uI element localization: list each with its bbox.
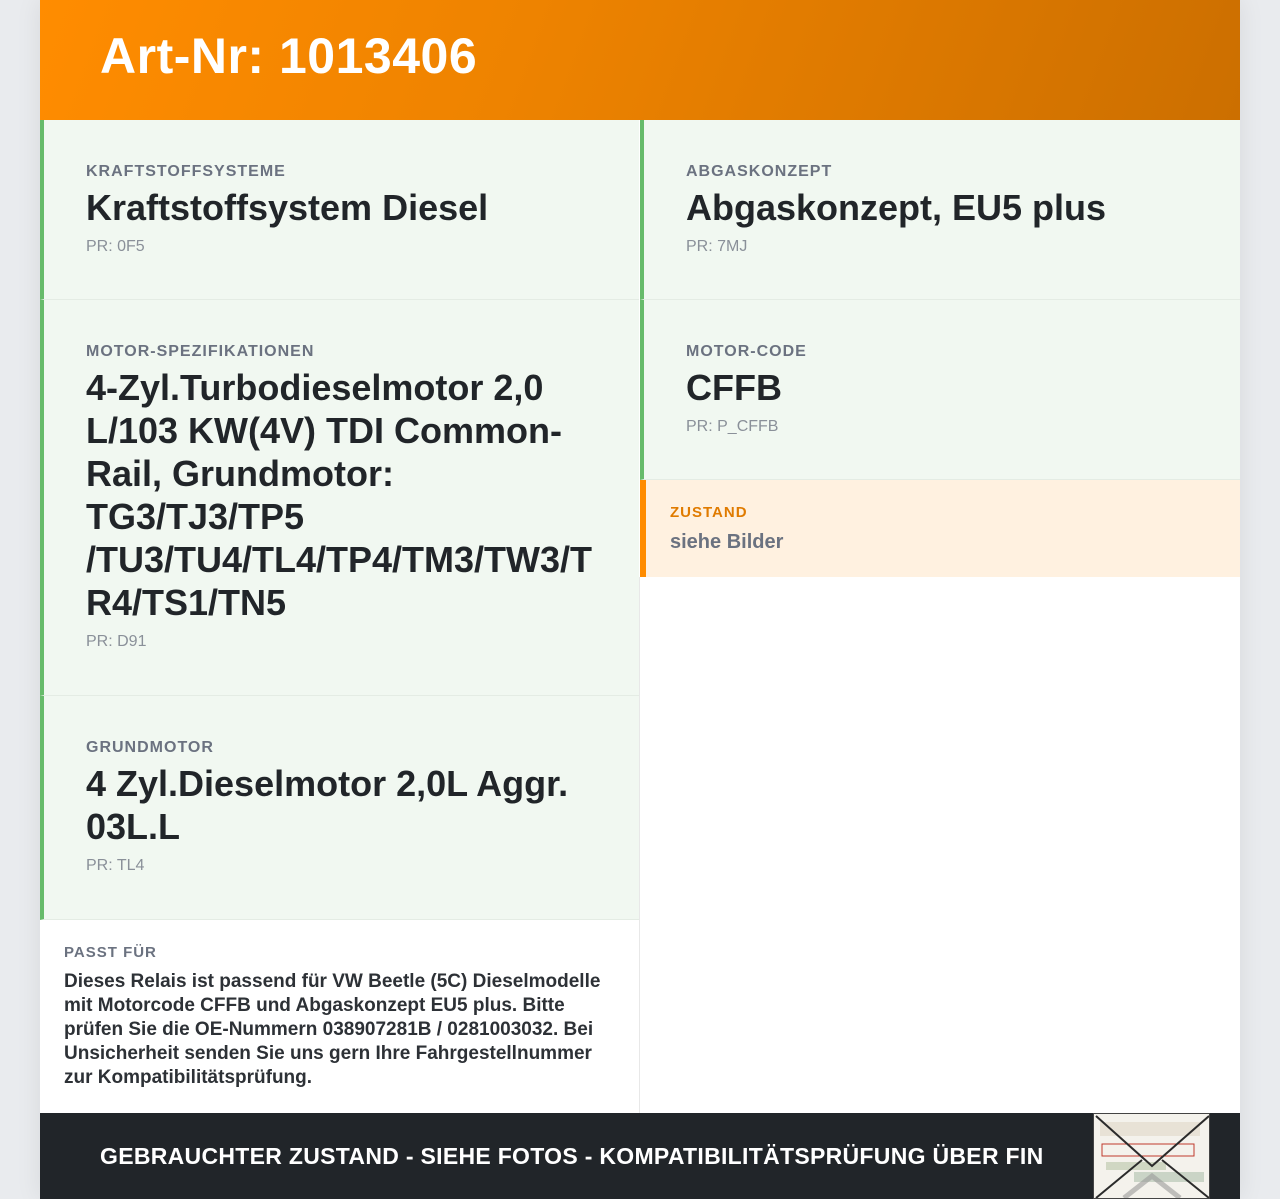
card-pr-code: PR: TL4 xyxy=(86,857,145,874)
card-label: MOTOR-CODE xyxy=(686,343,807,360)
envelope-graphic xyxy=(1094,1114,1210,1199)
card-base-motor xyxy=(40,696,639,920)
card-motor-spec xyxy=(40,300,639,696)
card-motor-code xyxy=(640,300,1240,480)
header-banner xyxy=(40,0,1240,120)
card-exhaust-concept xyxy=(640,120,1240,300)
fitment-text: Dieses Relais ist passend für VW Beetle (5C) Dieselmodelle mit Motorcode CFFB und Abgaskonzept EU5 plus. Bitte prüfen Sie die OE-Nummern 038907281B / 0281003032. Bei Unsicherheit senden Sie uns gern Ihre Fahrgestellnummer zur Kompatibilitätsprüfung. xyxy=(64,971,601,1088)
card-value: Abgaskonzept, EU5 plus xyxy=(686,187,1107,228)
card-value: Kraftstoffsystem Diesel xyxy=(86,187,489,228)
card-pr-code: PR: 7MJ xyxy=(686,238,748,255)
card-fuel-system xyxy=(40,120,639,300)
card-label: ABGASKONZEPT xyxy=(686,163,833,180)
condition-box xyxy=(640,480,1240,577)
fitment-section xyxy=(40,920,639,1113)
card-pr-code: PR: P_CFFB xyxy=(686,418,779,435)
article-number-title: Art-Nr: 1013406 xyxy=(100,28,478,84)
card-label: GRUNDMOTOR xyxy=(86,739,214,756)
card-value: CFFB xyxy=(686,367,782,408)
card-label: MOTOR-SPEZIFIKATIONEN xyxy=(86,343,315,360)
card-value: 4 Zyl.Dieselmotor 2,0L Aggr. 03L.L xyxy=(86,763,569,847)
card-label: KRAFTSTOFFSYSTEME xyxy=(86,163,286,180)
fitment-label: PASST FÜR xyxy=(64,944,157,961)
card-value: 4-Zyl.Turbodieselmotor 2,0 L/103 KW(4V) TDI Common-Rail, Grundmotor: TG3/TJ3/TP5 /TU3/TU4/TL4/TP4/TM3/TW3/TR4/TS1/TN5 xyxy=(86,367,593,623)
footer-bar xyxy=(40,1113,1240,1199)
envelope-photo-icon[interactable] xyxy=(1093,1113,1210,1199)
condition-value: siehe Bilder xyxy=(670,531,784,553)
card-pr-code: PR: D91 xyxy=(86,633,147,650)
column-divider xyxy=(639,577,640,1113)
product-page xyxy=(40,0,1240,1199)
condition-label: ZUSTAND xyxy=(670,504,748,521)
card-pr-code: PR: 0F5 xyxy=(86,238,145,255)
footer-text: GEBRAUCHTER ZUSTAND - SIEHE FOTOS - KOMPATIBILITÄTSPRÜFUNG ÜBER FIN xyxy=(100,1143,1044,1169)
